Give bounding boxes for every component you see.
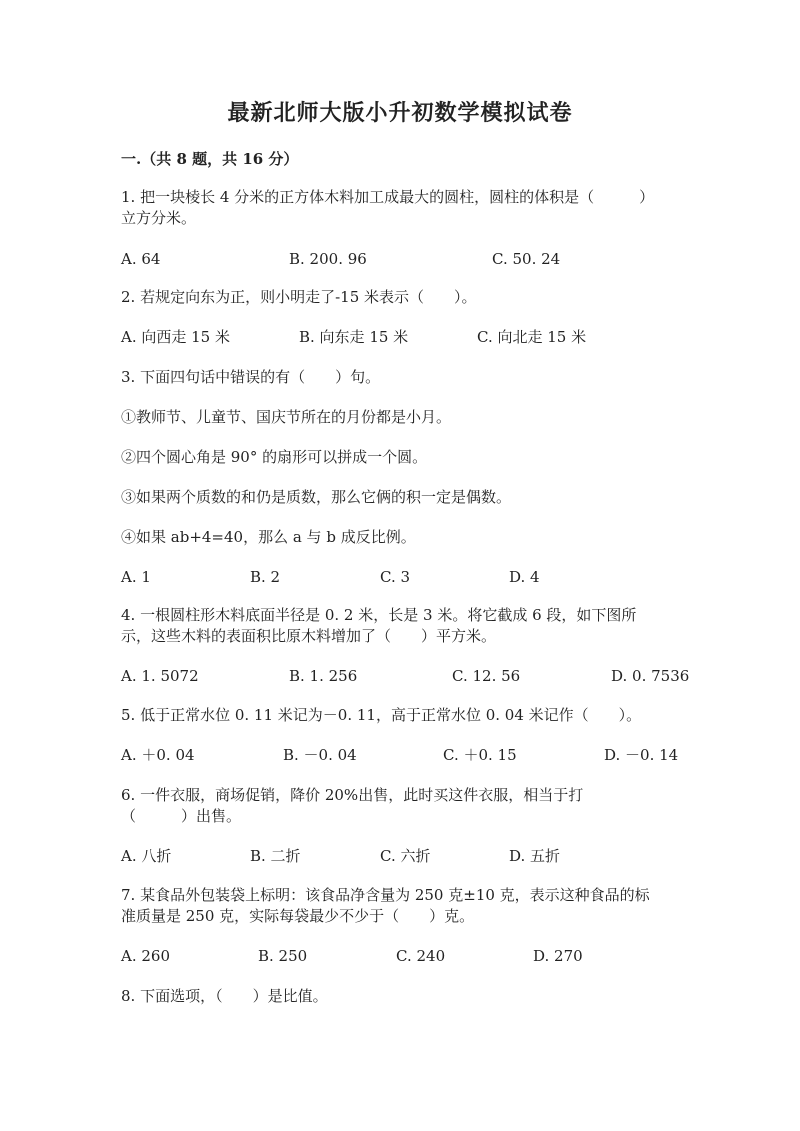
- question-4-option-b: B. 1. 256: [289, 667, 358, 685]
- question-4-option-a: A. 1. 5072: [121, 667, 199, 685]
- question-1-line-1: 1. 把一块棱长 4 分米的正方体木料加工成最大的圆柱，圆柱的体积是（ ）: [121, 188, 655, 206]
- question-7-option-b: B. 250: [258, 947, 308, 965]
- question-5-option-c: C. ＋0. 15: [443, 746, 517, 764]
- question-2-option-c: C. 向北走 15 米: [477, 328, 587, 346]
- question-6-line-2: （ ）出售。: [121, 807, 242, 825]
- question-7-line-1: 7. 某食品外包装袋上标明：该食品净含量为 250 克±10 克，表示这种食品的标: [121, 886, 650, 904]
- question-5-option-b: B. －0. 04: [283, 746, 357, 764]
- question-1-option-a: A. 64: [121, 250, 161, 268]
- question-1-line-2: 立方分米。: [121, 209, 197, 227]
- question-6-option-d: D. 五折: [509, 847, 561, 865]
- question-6-option-b: B. 二折: [250, 847, 301, 865]
- question-7-option-a: A. 260: [121, 947, 170, 965]
- question-1-option-c: C. 50. 24: [492, 250, 561, 268]
- question-4-option-c: C. 12. 56: [452, 667, 521, 685]
- question-1-option-b: B. 200. 96: [289, 250, 367, 268]
- question-5-line-1: 5. 低于正常水位 0. 11 米记为－0. 11，高于正常水位 0. 04 米记作（ ）。: [121, 706, 642, 724]
- question-4-option-d: D. 0. 7536: [611, 667, 690, 685]
- question-3-line-1: 3. 下面四句话中错误的有（ ）句。: [121, 368, 381, 386]
- question-7-option-c: C. 240: [396, 947, 446, 965]
- question-2-option-a: A. 向西走 15 米: [121, 328, 230, 346]
- question-4-line-1: 4. 一根圆柱形木料底面半径是 0. 2 米，长是 3 米。将它截成 6 段，如下图所: [121, 606, 637, 624]
- question-6-option-c: C. 六折: [380, 847, 431, 865]
- question-3-statement-3: ③如果两个质数的和仍是质数，那么它俩的积一定是偶数。: [121, 488, 512, 506]
- question-2-option-b: B. 向东走 15 米: [299, 328, 409, 346]
- question-3-statement-1: ①教师节、儿童节、国庆节所在的月份都是小月。: [121, 408, 452, 426]
- section-header: 一.（共 8 题，共 16 分）: [121, 150, 299, 168]
- question-4-line-2: 示，这些木料的表面积比原木料增加了（ ）平方米。: [121, 627, 497, 645]
- question-3-statement-2: ②四个圆心角是 90° 的扇形可以拼成一个圆。: [121, 448, 428, 466]
- question-3-option-a: A. 1: [121, 568, 151, 586]
- question-2-line-1: 2. 若规定向东为正，则小明走了-15 米表示（ ）。: [121, 288, 477, 306]
- question-7-option-d: D. 270: [533, 947, 583, 965]
- question-3-option-b: B. 2: [250, 568, 281, 586]
- question-5-option-d: D. －0. 14: [604, 746, 679, 764]
- question-3-option-d: D. 4: [509, 568, 540, 586]
- question-7-line-2: 准质量是 250 克，实际每袋最少不少于（ ）克。: [121, 907, 475, 925]
- question-8-line-1: 8. 下面选项，（ ）是比值。: [121, 987, 328, 1005]
- question-3-option-c: C. 3: [380, 568, 411, 586]
- question-6-option-a: A. 八折: [121, 847, 172, 865]
- question-6-line-1: 6. 一件衣服，商场促销，降价 20%出售，此时买这件衣服，相当于打: [121, 786, 584, 804]
- question-3-statement-4: ④如果 ab+4=40，那么 a 与 b 成反比例。: [121, 528, 416, 546]
- page-title: 最新北师大版小升初数学模拟试卷: [227, 100, 573, 126]
- question-5-option-a: A. ＋0. 04: [121, 746, 195, 764]
